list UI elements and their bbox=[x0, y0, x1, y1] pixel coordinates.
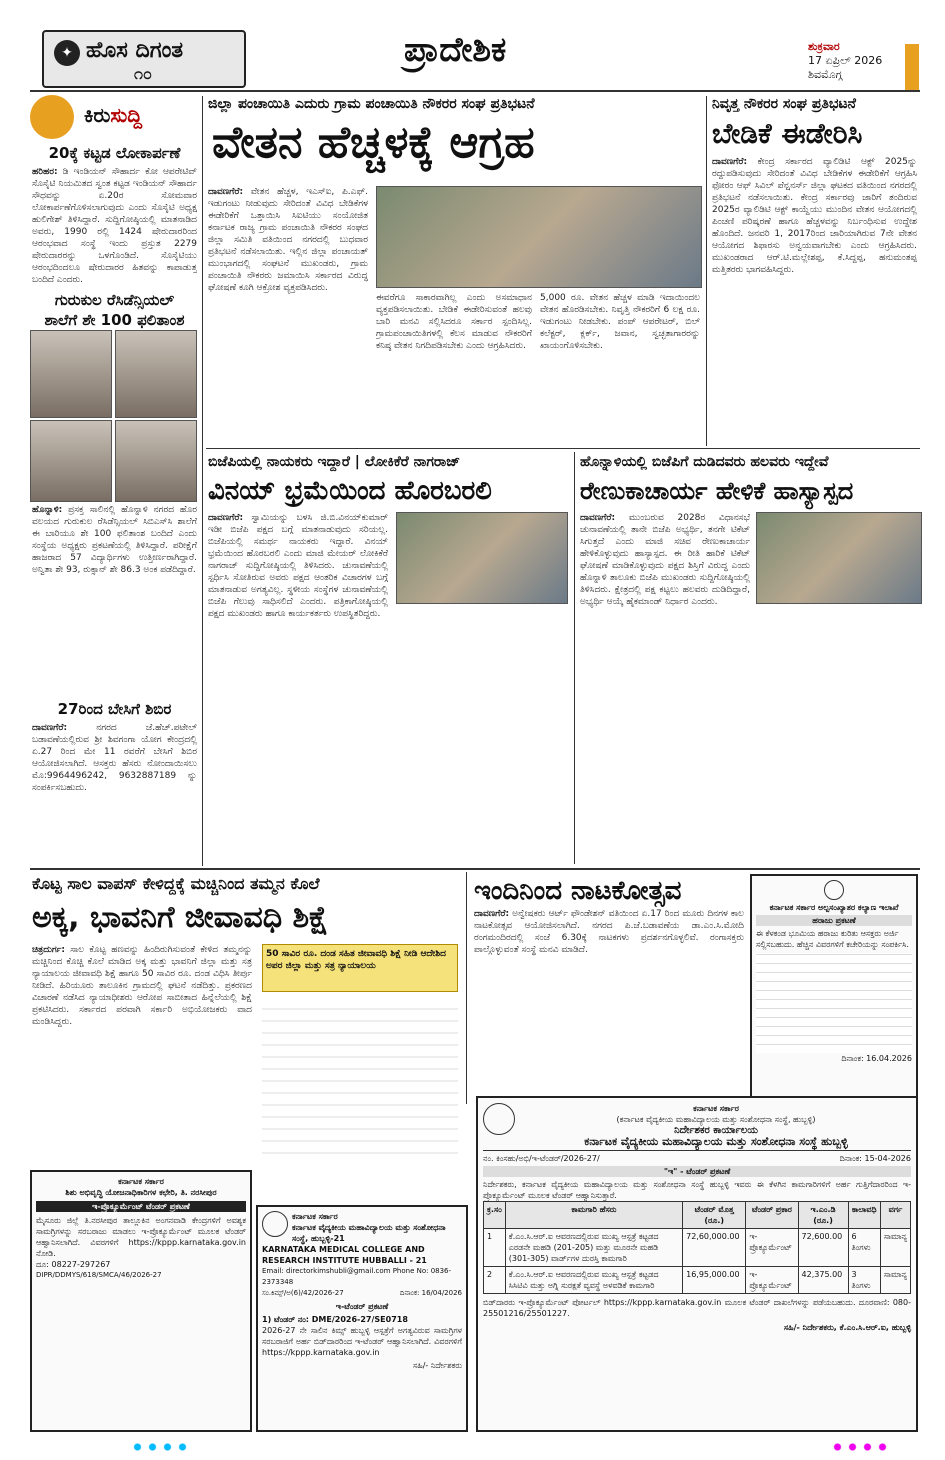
kirusuddi-label bbox=[30, 95, 180, 139]
ad-cdpo-office: ಶಿಶು ಅಭಿವೃದ್ಧಿ ಯೋಜನಾಧಿಕಾರಿಗಳ ಕಛೇರಿ, ತಿ. ನರಸೀಪುರ bbox=[65, 1188, 217, 1197]
tender-cell: 2 bbox=[484, 1267, 506, 1294]
tender-cell: ಸಾಮಾನ್ಯ bbox=[880, 1267, 910, 1294]
story2-head-2: ಶಾಲೆಗೆ ಶೇ 100 ಫಲಿತಾಂಶ bbox=[44, 311, 185, 329]
tender-cell: 6 ತಿಂಗಳು bbox=[848, 1229, 880, 1267]
tender-col-header: ಇ.ಎಂ.ಡಿ (ರೂ.) bbox=[798, 1202, 848, 1229]
press-meet-photo-2 bbox=[756, 512, 922, 604]
tender-row bbox=[484, 1267, 911, 1294]
story2-head bbox=[32, 290, 197, 330]
retired-headline: ಬೇಡಿಕೆ ಈಡೇರಿಸಿ bbox=[712, 117, 863, 150]
tender-cell: 1 bbox=[484, 1229, 506, 1267]
tender-col-header: ಟೆಂಡರ್ ಪ್ರಕಾರ bbox=[746, 1202, 798, 1229]
ad-cdpo-sub: ಇ-ಪ್ರೊಕ್ಯೂರ್ಮೆಂಟ್ ಟೆಂಡರ್ ಪ್ರಕಟಣೆ bbox=[36, 1201, 246, 1212]
story1-text: ಡಿ ಇಂಡಿಯನ್ ಸೌಹಾರ್ದ ಕೋ ಆಪರೇಟಿವ್ ಸೊಸೈಟಿ ನಿಯಮಿತದ ಸ್ವಂತ ಕಟ್ಟಡ ಇಂಡಿಯನ್ ಸೌಹಾರ್ದ ಸೌಧವನ್ನು ಏ.20ರ ಸೋಮವಾರ ಲೋಕಾರ್ಪಣೆಗೊಳಿಸಲಾಗುವುದು ಎಂದು ಸೊಸೈಟಿ ಅಧ್ಯಕ್ಷ ಹುಲಿಗೇಶ್ ತಿಳಿಸಿದ್ದಾರೆ. ಸುದ್ದಿಗೋಷ್ಠಿಯಲ್ಲಿ ಮಾತನಾಡಿದ ಅವರು, 1990 ರಲ್ಲಿ 1424 ಷೇರುದಾರರಿಂದ ಆರಂಭವಾದ ಸಂಸ್ಥೆ ಇಂದು ಪ್ರಸ್ತುತ 2279 ಷೇರುದಾರರನ್ನು ಒಳಗೊಂಡಿದೆ. ಸೊಸೈಟಿಯು ಆರಂಭದಿಂದಲೂ ಷೇರುದಾರರ ಹಿತವನ್ನು ಕಾಪಾಡುತ್ತ ಬಂದಿದೆ ಎಂದರು. bbox=[32, 167, 197, 285]
tender-cell: ಕೆ.ಎಂ.ಸಿ.ಆರ್.ಐ ಆವರಣದಲ್ಲಿರುವ ಮುಖ್ಯ ಆಸ್ಪತ್ರೆ ಕಟ್ಟಡದ ಸಿಸಿಟಿವಿ ಮತ್ತು ಅಗ್ನಿ ಸುರಕ್ಷತೆ ವ್ಯವಸ್ಥೆ ಅಳವಡಿಕೆ ಕಾಮಗಾರಿ bbox=[505, 1267, 682, 1294]
tender-cell: ಇ-ಪ್ರೊಕ್ಯೂರ್ಮೆಂಟ್ bbox=[746, 1229, 798, 1267]
ad-kmc-email: Email: directorkimshubli@gmail.com Phone No: 0836-2373348 bbox=[262, 1267, 452, 1286]
tender-col-header: ಕ್ರ.ಸಂ bbox=[484, 1202, 506, 1229]
ad-kmc-gov: ಕರ್ನಾಟಕ ಸರ್ಕಾರ bbox=[292, 1212, 338, 1221]
murder-continuation bbox=[262, 998, 458, 1164]
ad-land-date: ದಿನಾಂಕ: 16.04.2026 bbox=[841, 1054, 912, 1063]
tender-row bbox=[484, 1229, 911, 1267]
honnali-kicker: ಹೊನ್ನಾಳಿಯಲ್ಲಿ ಬಿಜೆಪಿಗೆ ದುಡಿದವರು ಹಲವರು ಇದ್ದೇವೆ bbox=[580, 454, 829, 470]
ad-land-table bbox=[756, 953, 912, 1053]
tender-body bbox=[484, 1229, 911, 1294]
tender-cell: ಇ-ಪ್ರೊಕ್ಯೂರ್ಮೆಂಟ್ bbox=[746, 1267, 798, 1294]
newspaper-logo bbox=[42, 30, 246, 88]
kmc-emblem-icon bbox=[262, 1211, 288, 1237]
ad-kmcb-intro: ನಿರ್ದೇಶಕರು, ಕರ್ನಾಟಕ ವೈದ್ಯಕೀಯ ಮಹಾವಿದ್ಯಾಲಯ ಮತ್ತು ಸಂಶೋಧನಾ ಸಂಸ್ಥೆ ಹುಬ್ಬಳ್ಳಿ ಇವರು ಈ ಕೆಳಗಿನ ಕಾಮಗಾರಿಗಳಿಗೆ ಅರ್ಹ ಗುತ್ತಿಗೆದಾರರಿಂದ ಇ-ಪ್ರೊಕ್ಯೂರ್ಮೆಂಟ್ ಮೂಲಕ ಟೆಂಡರ್ ಆಹ್ವಾನಿಸುತ್ತಾರೆ. bbox=[483, 1180, 911, 1200]
lead-dateline: ದಾವಣಗೆರೆ: bbox=[208, 187, 244, 197]
row-rule-1 bbox=[206, 448, 920, 449]
murder-body bbox=[32, 944, 252, 1164]
story2-dateline: ಹೊನ್ನಾಳಿ: bbox=[32, 505, 63, 515]
ad-kmc-tender-no: 1) ಟೆಂಡರ್ ನಂ: DME/2026-27/SE0718 bbox=[262, 1315, 408, 1324]
tender-cell: 16,95,000.00 bbox=[683, 1267, 746, 1294]
drama-body bbox=[474, 908, 744, 1104]
tender-col-header: ಕಾಮಗಾರಿ ಹೆಸರು bbox=[505, 1202, 682, 1229]
ad-kmcb-title: ಕರ್ನಾಟಕ ವೈದ್ಯಕೀಯ ಮಹಾವಿದ್ಯಾಲಯ ಮತ್ತು ಸಂಶೋಧನಾ ಸಂಸ್ಥೆ ಹುಬ್ಬಳ್ಳಿ bbox=[584, 1135, 848, 1148]
ad-land-emblem-icon bbox=[824, 880, 844, 900]
kmc-big-emblem-icon bbox=[483, 1103, 515, 1135]
ad-kmcb-gov: ಕರ್ನಾಟಕ ಸರ್ಕಾರ bbox=[693, 1104, 739, 1113]
lead-col2-text: ಈವರೆಗೂ ಸಾಕಾರವಾಗಿಲ್ಲ ಎಂದು ಅಸಮಾಧಾನ ವ್ಯಕ್ತಪಡಿಸಲಾಯಿತು. ಬೇಡಿಕೆ ಈಡೇರಿಸುವಂತೆ ಹಲವು ಬಾರಿ ಮನವಿ ಸಲ್ಲಿಸಿದರೂ ಸರ್ಕಾರ ಸ್ಪಂದಿಸಿಲ್ಲ. ಗ್ರಾಮಪಂಚಾಯಿತಿಗಳಲ್ಲಿ ಕೆಲಸ ಮಾಡುವ ನೌಕರರಿಗೆ ಕನಿಷ್ಠ ವೇತನ ನಿಗದಿಪಡಿಸಬೇಕು ಎಂದು ಆಗ್ರಹಿಸಿದರು. bbox=[376, 293, 532, 351]
ad-land-auction bbox=[750, 874, 918, 1104]
honnali-headline: ರೇಣುಕಾಚಾರ್ಯ ಹೇಳಿಕೆ ಹಾಸ್ಯಾಸ್ಪದ bbox=[580, 477, 854, 505]
ad-kmcb-subtitle: (ಕರ್ನಾಟಕ ವೈದ್ಯಕೀಯ ಮಹಾವಿದ್ಯಾಲಯ ಮತ್ತು ಸಂಶೋಧನಾ ಸಂಸ್ಥೆ, ಹುಬ್ಬಳ್ಳಿ) bbox=[616, 1115, 816, 1124]
section-title: ಪ್ರಾದೇಶಿಕ bbox=[404, 30, 507, 70]
lead-kicker: ಜಿಲ್ಲಾ ಪಂಚಾಯಿತಿ ಎದುರು ಗ್ರಾಮ ಪಂಚಾಯಿತಿ ನೌಕರರ ಸಂಘ ಪ್ರತಿಭಟನೆ bbox=[208, 96, 535, 112]
col-divider-right bbox=[706, 96, 707, 446]
lead-col3-text: 5,000 ರೂ. ವೇತನ ಹೆಚ್ಚಳ ಮಾಡಿ ಇದಾಯಿಂದಲ ವೇತನ ಹೊರಡಿಸಬೇಕು. ನಿವೃತ್ತಿ ನೌಕರರಿಗೆ 6 ಲಕ್ಷ ರೂ. ಇಡುಗಂಟು ನೀಡಬೇಕು. ಪಂಪ್ ಆಪರೇಟರ್, ಬಿಲ್ ಕಲೆಕ್ಟರ್, ಕ್ಲರ್ಕ್, ಜವಾನ, ಸ್ವಚ್ಛತಾಗಾರರನ್ನು ಖಾಯಂಗೊಳಿಸಬೇಕು. bbox=[540, 293, 700, 351]
drama-dateline: ದಾವಣಗೆರೆ: bbox=[474, 909, 510, 919]
ad-kmcb-notice: "ಇ" - ಟೆಂಡರ್ ಪ್ರಕಟಣೆ bbox=[483, 1166, 911, 1177]
retired-text: ಕೇಂದ್ರ ಸರ್ಕಾರದ ವ್ಯಾಲಿಡಿಟಿ ಆಕ್ಟ್ 2025ನ್ನು ರದ್ದುಪಡಿಸುವುದು ಸೇರಿದಂತೆ ವಿವಿಧ ಬೇಡಿಕೆಗಳ ಈಡೇರಿಕೆಗೆ ಆಗ್ರಹಿಸಿ ಫೋರಂ ಆಫ್ ಸಿವಿಲ್ ಪೆನ್ಷನರ್ಸ್ ಜಿಲ್ಲಾ ಘಟಕದ ವತಿಯಿಂದ ನಗರದಲ್ಲಿ ಪ್ರತಿಭಟನೆ ನಡೆಸಲಾಯಿತು. ಕೇಂದ್ರ ಸರ್ಕಾರವು ಜಾರಿಗೆ ತಂದಿರುವ 2025ರ ವ್ಯಾಲಿಡಿಟಿ ಆಕ್ಟ್ ಕಾಯ್ದೆಯು ಮುಂದಿನ ವೇತನ ಆಯೋಗದಲ್ಲಿ ಪಿಂಚಣಿ ಪರಿಷ್ಕರಣೆ ಹಾಗೂ ಹೆಚ್ಚಳವನ್ನು ನಿರ್ಬಂಧಿಸುವ ಉದ್ದೇಶ ಹೊಂದಿದೆ. ಜನವರಿ 1, 2017ರಿಂದ ಜಾರಿಯಾಗಿರುವ 7ನೇ ವೇತನ ಆಯೋಗದ ಶಿಫಾರಸು ಅನ್ವಯವಾಗಬೇಕು ಎಂದು ಆಗ್ರಹಿಸಿದರು. ಮುಖಂಡರಾದ ಆರ್.ಟಿ.ಮಲ್ಲೇಶಪ್ಪ, ಕೆ.ಸಿದ್ದಪ್ಪ, ಹನುಮಂತಪ್ಪ ಮತ್ತಿತರರು ಭಾಗವಹಿಸಿದ್ದರು. bbox=[712, 157, 917, 275]
hand-icon bbox=[30, 95, 74, 139]
retired-body bbox=[712, 156, 917, 442]
ad-kmc-ref: ಸಂ.ಕಿಮ್ಸ್/ಅ(6)/42/2026-27 bbox=[262, 1289, 344, 1297]
story3-head: 27ರಿಂದ ಬೇಸಿಗೆ ಶಿಬಿರ bbox=[57, 700, 172, 718]
day: ಶುಕ್ರವಾರ bbox=[808, 40, 840, 53]
murder-dateline: ಚಿತ್ರದುರ್ಗ: bbox=[32, 945, 66, 955]
tender-col-header: ಕಾಲಾವಧಿ bbox=[848, 1202, 880, 1229]
murder-kicker: ಕೊಟ್ಟ ಸಾಲ ವಾಪಸ್ ಕೇಳಿದ್ದಕ್ಕೆ ಮಚ್ಚಿನಿಂದ ತಮ್ಮನ ಕೊಲೆ bbox=[32, 874, 320, 893]
ad-kmc-date: ದಿನಾಂಕ: 16/04/2026 bbox=[399, 1289, 462, 1297]
ad-kmcb-footer: ಬಿಡ್‌ದಾರರು ಇ-ಪ್ರೊಕ್ಯೂರ್ಮೆಂಟ್ ಪೋರ್ಟಲ್ https://kppp.karnataka.gov.in ಮೂಲಕ ಟೆಂಡರ್ ದಾಖಲೆಗಳನ್ನು ಪಡೆಯಬಹುದು. ದೂರವಾಣಿ: 080-25501216/25501227. bbox=[483, 1298, 912, 1318]
story3-text: ನಗರದ ಜೆ.ಹೆಚ್.ಪಟೇಲ್ ಬಡಾವಣೆಯಲ್ಲಿರುವ ಶ್ರೀ ಶಿವಗಂಗಾ ಯೋಗ ಕೇಂದ್ರದಲ್ಲಿ ಏ.27 ರಿಂದ ಮೇ 11 ರವರೆಗೆ ಬೇಸಿಗೆ ಶಿಬಿರ ಆಯೋಜಿಸಲಾಗಿದೆ. ಆಸಕ್ತರು ಹೆಸರು ನೋಂದಾಯಿಸಲು ಮೊ:9964496242, 9632887189 ನ್ನು ಸಂಪರ್ಕಿಸಬಹುದು. bbox=[32, 723, 197, 793]
protest-photo bbox=[376, 186, 702, 288]
date: 17 ಏಪ್ರಿಲ್ 2026 bbox=[808, 54, 883, 67]
ad-land-title: ಕರ್ನಾಟಕ ಸರ್ಕಾರ ಅಲ್ಪಸಂಖ್ಯಾತರ ಕಲ್ಯಾಣ ಇಲಾಖೆ bbox=[769, 903, 899, 912]
student-photo-4 bbox=[115, 420, 197, 502]
ad-kmc-notice: ಇ-ಟೆಂಡರ್ ಪ್ರಕಟಣೆ bbox=[335, 1302, 389, 1311]
student-photo-2 bbox=[115, 330, 197, 418]
ad-land-subtitle: ಹರಾಜು ಪ್ರಕಟಣೆ bbox=[756, 915, 912, 926]
lead-col1-text: ವೇತನ ಹೆಚ್ಚಳ, ಇಎಸ್‌ಐ, ಪಿ.ಎಫ್. ಇಡುಗಂಟು ನೀಡುವುದು ಸೇರಿದಂತೆ ವಿವಿಧ ಬೇಡಿಕೆಗಳ ಈಡೇರಿಕೆಗೆ ಒತ್ತಾಯಿಸಿ ಸಿಐಟಿಯು ಸಂಯೋಜಿತ ಕರ್ನಾಟಕ ರಾಜ್ಯ ಗ್ರಾಮ ಪಂಚಾಯಿತಿ ನೌಕರರ ಸಂಘದ ಜಿಲ್ಲಾ ಸಮಿತಿ ವತಿಯಿಂದ ನಗರದಲ್ಲಿ ಬುಧವಾರ ಪ್ರತಿಭಟನೆ ನಡೆಸಲಾಯಿತು. ಇಲ್ಲಿನ ಜಿಲ್ಲಾ ಪಂಚಾಯತ್ ಮುಂಭಾಗದಲ್ಲಿ ಸಂಘಟನೆ ಮುಖಂಡರು, ಗ್ರಾಮ ಪಂಚಾಯಿತಿ ನೌಕರರು ಜಮಾಯಿಸಿ ಸರ್ಕಾರದ ವಿರುದ್ಧ ಘೋಷಣೆ ಕೂಗಿ ಆಕ್ರೋಶ ವ್ಯಕ್ತಪಡಿಸಿದರು. bbox=[208, 187, 368, 293]
ad-cdpo-body: ಮೈಸೂರು ಜಿಲ್ಲೆ ತಿ.ನರಸೀಪುರ ತಾಲ್ಲೂಕಿನ ಅಂಗನವಾಡಿ ಕೇಂದ್ರಗಳಿಗೆ ಅವಶ್ಯಕ ಸಾಮಗ್ರಿಗಳನ್ನು ಸರಬರಾಜು ಮಾಡಲು ಇ-ಪ್ರೊಕ್ಯೂರ್ಮೆಂಟ್ ಮೂಲಕ ಟೆಂಡರ್ ಆಹ್ವಾನಿಸಲಾಗಿದೆ. ವಿವರಗಳಿಗೆ https://kppp.karnataka.gov.in ನೋಡಿ. bbox=[36, 1216, 246, 1258]
tender-col-header: ಟೆಂಡರ್ ಮೊತ್ತ (ರೂ.) bbox=[683, 1202, 746, 1229]
story1-body bbox=[32, 166, 197, 286]
ad-kmcb-ref: ನಂ. ಕಿಂಸಹು/ಅಭಿ/ಇ-ಟೆಂಡರ್/2026-27/ bbox=[483, 1154, 600, 1163]
honnali-body bbox=[580, 512, 750, 862]
student-photo-1 bbox=[30, 330, 112, 418]
date-box bbox=[808, 40, 882, 82]
honnali-dateline: ದಾವಣಗೆರೆ: bbox=[580, 513, 616, 523]
ad-kmc-title-kn: ಕರ್ನಾಟಕ ವೈದ್ಯಕೀಯ ಮಹಾವಿದ್ಯಾಲಯ ಮತ್ತು ಸಂಶೋಧನಾ ಸಂಸ್ಥೆ, ಹುಬ್ಬಳ್ಳಿ-21 bbox=[292, 1223, 446, 1243]
accent-bar bbox=[905, 44, 919, 90]
murder-headline: ಅಕ್ಕ, ಭಾವನಿಗೆ ಜೀವಾವಧಿ ಶಿಕ್ಷೆ bbox=[32, 900, 329, 935]
kiru-a: ಕಿರು bbox=[84, 103, 111, 127]
tender-col-header: ವರ್ಗ bbox=[880, 1202, 910, 1229]
logo-title: ಹೊಸ ದಿಗಂತ bbox=[86, 38, 184, 63]
vinay-dateline: ದಾವಣಗೆರೆ: bbox=[208, 513, 244, 523]
tender-cell: 3 ತಿಂಗಳು bbox=[848, 1267, 880, 1294]
ad-cdpo-code: DIPR/DDMYS/618/SMCA/46/2026-27 bbox=[36, 1271, 162, 1279]
tender-cell: 42,375.00 bbox=[798, 1267, 848, 1294]
header-rule bbox=[30, 90, 920, 92]
story3-body bbox=[32, 722, 197, 857]
ad-kmcb-sign: ಸಹಿ/- ನಿರ್ದೇಶಕರು, ಕೆ.ಎಂ.ಸಿ.ಆರ್.ಐ, ಹುಬ್ಬಳ್ಳಿ bbox=[783, 1323, 911, 1332]
ad-kmc-big bbox=[476, 1096, 918, 1432]
lead-col3 bbox=[540, 292, 700, 440]
press-meet-photo-1 bbox=[396, 512, 568, 604]
drama-headline: ಇಂದಿನಿಂದ ನಾಟಕೋತ್ಸವ bbox=[474, 876, 682, 906]
honnali-text: ಮುಂಬರುವ 2028ರ ವಿಧಾನಸಭೆ ಚುನಾವಣೆಯಲ್ಲಿ ತಾನೇ ಬಿಜೆಪಿ ಅಭ್ಯರ್ಥಿ, ತನಗೇ ಟಿಕೆಟ್ ಸಿಗುತ್ತದೆ ಎಂದು ಮಾಜಿ ಸಚಿವ ರೇಣುಕಾಚಾರ್ಯ ಹೇಳಿಕೊಳ್ಳುವುದು ಹಾಸ್ಯಾಸ್ಪದ. ಈ ರೀತಿ ಹಾರಿಕೆ ಟಿಕೆಟ್ ಘೋಷಣೆ ಮಾಡಿಕೊಳ್ಳುವುದು ಪಕ್ಷದ ಶಿಸ್ತಿಗೆ ವಿರುದ್ಧ ಎಂದು ಹೊನ್ನಾಳಿ ತಾಲೂಕು ಬಿಜೆಪಿ ಮುಖಂಡರು ಸುದ್ದಿಗೋಷ್ಠಿಯಲ್ಲಿ ತಿಳಿಸಿದರು. ಕ್ಷೇತ್ರದಲ್ಲಿ ಪಕ್ಷ ಕಟ್ಟಲು ಹಲವರು ದುಡಿದಿದ್ದಾರೆ, ಅಭ್ಯರ್ಥಿ ಆಯ್ಕೆ ಹೈಕಮಾಂಡ್ ನಿರ್ಧಾರ ಎಂದರು. bbox=[580, 513, 750, 607]
story1-head: 20ಕ್ಕೆ ಕಟ್ಟಡ ಲೋಕಾರ್ಪಣೆ bbox=[48, 144, 181, 162]
retired-kicker: ನಿವೃತ್ತ ನೌಕರರ ಸಂಘ ಪ್ರತಿಭಟನೆ bbox=[712, 96, 856, 112]
lead-headline: ವೇತನ ಹೆಚ್ಚಳಕ್ಕೆ ಆಗ್ರಹ bbox=[212, 117, 535, 168]
story2-head-1: ಗುರುಕುಲ ರೆಸಿಡೆನ್ಸಿಯಲ್ bbox=[54, 291, 175, 309]
ad-land-body: ಈ ಕೆಳಕಂಡ ಭೂಮಿಯ ಹರಾಜು ಕುರಿತು ಆಸಕ್ತರು ಅರ್ಜಿ ಸಲ್ಲಿಸಬಹುದು. ಹೆಚ್ಚಿನ ವಿವರಗಳಿಗೆ ಕಚೇರಿಯನ್ನು ಸಂಪರ್ಕಿಸಿ. bbox=[756, 929, 909, 949]
murder-text: ಸಾಲ ಕೊಟ್ಟ ಹಣವನ್ನು ಹಿಂದಿರುಗಿಸುವಂತೆ ಕೇಳಿದ ತಮ್ಮನನ್ನು ಮಚ್ಚಿನಿಂದ ಕೊಚ್ಚಿ ಕೊಲೆ ಮಾಡಿದ ಅಕ್ಕ ಮತ್ತು ಭಾವನಿಗೆ ಜಿಲ್ಲಾ ಮತ್ತು ಸತ್ರ ನ್ಯಾಯಾಲಯ ಜೀವಾವಧಿ ಶಿಕ್ಷೆ ಹಾಗೂ 50 ಸಾವಿರ ರೂ. ದಂಡ ವಿಧಿಸಿ ತೀರ್ಪು ನೀಡಿದೆ. ಹಿರಿಯೂರು ತಾಲೂಕಿನ ಗ್ರಾಮದಲ್ಲಿ ಘಟನೆ ನಡೆದಿತ್ತು. ಪ್ರಕರಣದ ವಿಚಾರಣೆ ನಡೆಸಿದ ನ್ಯಾಯಾಧೀಶರು ಆರೋಪ ಸಾಬೀತಾದ ಹಿನ್ನೆಲೆಯಲ್ಲಿ ಶಿಕ್ಷೆ ಪ್ರಕಟಿಸಿದರು. ಸರ್ಕಾರದ ಪರವಾಗಿ ಸರ್ಕಾರಿ ಅಭಿಯೋಜಕರು ವಾದ ಮಂಡಿಸಿದ್ದರು. bbox=[32, 945, 252, 1027]
city: ಶಿವಮೊಗ್ಗ bbox=[808, 68, 843, 81]
tender-cell: 72,600.00 bbox=[798, 1229, 848, 1267]
col-divider-left bbox=[202, 96, 203, 866]
vinay-body bbox=[208, 512, 388, 862]
row-rule-2 bbox=[30, 868, 920, 870]
tender-header-row bbox=[484, 1202, 911, 1229]
lead-col1 bbox=[208, 186, 368, 440]
col-divider-low bbox=[466, 872, 467, 1104]
page-number: ೧೦ bbox=[134, 64, 152, 83]
vinay-kicker: ಬಿಜೆಪಿಯಲ್ಲಿ ನಾಯಕರು ಇದ್ದಾರೆ | ಲೋಕಿಕೆರೆ ನಾಗರಾಜ್ bbox=[208, 454, 461, 470]
ad-cdpo-title: ಕರ್ನಾಟಕ ಸರ್ಕಾರ bbox=[118, 1177, 164, 1186]
kiru-b: ಸುದ್ದಿ bbox=[110, 103, 143, 127]
lead-col2 bbox=[376, 292, 532, 440]
murder-highlight-box: 50 ಸಾವಿರ ರೂ. ದಂಡ ಸಹಿತ ಜೀವಾವಧಿ ಶಿಕ್ಷೆ ನೀಡಿ ಆದೇಶಿದ ಅಪರ ಜಿಲ್ಲಾ ಮತ್ತು ಸತ್ರ ನ್ಯಾಯಾಲಯ bbox=[262, 944, 458, 992]
tender-table bbox=[483, 1201, 911, 1294]
ad-kmc-sign: ಸಹಿ/- ನಿರ್ದೇಶಕರು bbox=[412, 1361, 462, 1370]
student-photo-3 bbox=[30, 420, 112, 502]
story2-text: ಪ್ರಸಕ್ತ ಸಾಲಿನಲ್ಲಿ ಹೊನ್ನಾಳಿ ನಗರದ ಹೊರ ವಲಯದ ಗುರುಕುಲ ರೆಸಿಡೆನ್ಸಿಯಲ್ ಸಿಬಿಎಸ್‌ಸಿ ಶಾಲೆಗೆ ಈ ಬಾರಿಯೂ ಶೇ 100 ಫಲಿತಾಂಶ ಬಂದಿದೆ ಎಂದು ಸಂಸ್ಥೆಯ ಅಧ್ಯಕ್ಷರು ಪ್ರಕಟಣೆಯಲ್ಲಿ ತಿಳಿಸಿದ್ದಾರೆ. ಪರೀಕ್ಷೆಗೆ ಹಾಜರಾದ 57 ವಿದ್ಯಾರ್ಥಿಗಳು ಉತ್ತೀರ್ಣರಾಗಿದ್ದಾರೆ. ಅನ್ವಿತಾ ಶೇ 93, ರುಕ್ಸಾನ್ ಶೇ 86.3 ಅಂಕ ಪಡೆದಿದ್ದಾರೆ. bbox=[32, 505, 197, 575]
vinay-headline: ವಿನಯ್ ಭ್ರಮೆಯಿಂದ ಹೊರಬರಲಿ bbox=[208, 476, 492, 506]
ad-kmc-title-en: KARNATAKA MEDICAL COLLEGE AND RESEARCH INSTITUTE HUBBALLI - 21 bbox=[262, 1245, 427, 1265]
ad-kmcb-date: ದಿನಾಂಕ: 15-04-2026 bbox=[839, 1154, 911, 1163]
story2-body bbox=[32, 504, 197, 684]
ad-kmcb-office: ನಿರ್ದೇಶಕರ ಕಾರ್ಯಾಲಯ bbox=[674, 1125, 758, 1136]
ad-kmc-small bbox=[256, 1205, 468, 1432]
registration-marks-left bbox=[130, 1442, 190, 1452]
tender-cell: 72,60,000.00 bbox=[683, 1229, 746, 1267]
ad-cdpo-tender bbox=[30, 1170, 252, 1432]
drama-text: ಅನ್ವೇಷಕರು ಆರ್ಟ್ ಫೌಂಡೇಶನ್ ವತಿಯಿಂದ ಏ.17 ರಿಂದ ಮೂರು ದಿನಗಳ ಕಾಲ ನಾಟಕೋತ್ಸವ ಆಯೋಜಿಸಲಾಗಿದೆ. ನಗರದ ಪಿ.ಜೆ.ಬಡಾವಣೆಯ ಡಾ.ಎಂ.ಸಿ.ಮೋದಿ ರಂಗಮಂದಿರದಲ್ಲಿ ಸಂಜೆ 6.30ಕ್ಕೆ ನಾಟಕಗಳು ಪ್ರದರ್ಶನಗೊಳ್ಳಲಿವೆ. ರಂಗಾಸಕ್ತರು ಪಾಲ್ಗೊಳ್ಳುವಂತೆ ಸಂಸ್ಥೆ ಮನವಿ ಮಾಡಿದೆ. bbox=[474, 909, 744, 955]
tender-cell: ಕೆ.ಎಂ.ಸಿ.ಆರ್.ಐ ಆವರಣದಲ್ಲಿರುವ ಮುಖ್ಯ ಆಸ್ಪತ್ರೆ ಕಟ್ಟಡದ ಎರಡನೇ ಮಹಡಿ (201-205) ಮತ್ತು ಮೂರನೇ ಮಹಡಿ (301-305) ವಾರ್ಡ್‌ಗಳ ದುರಸ್ತಿ ಕಾಮಗಾರಿ bbox=[505, 1229, 682, 1267]
story3-dateline: ದಾವಣಗೆರೆ: bbox=[32, 723, 68, 733]
vinay-text: ಸ್ವಾಮಿಯನ್ನು ಬಳಸಿ ಜಿ.ಬಿ.ವಿನಯ್‌ಕುಮಾರ್ ಇಡೀ ಬಿಜೆಪಿ ಪಕ್ಷದ ಬಗ್ಗೆ ಮಾತನಾಡುವುದು ಸರಿಯಲ್ಲ. ಬಿಜೆಪಿಯಲ್ಲಿ ಸಮರ್ಥ ನಾಯಕರು ಇದ್ದಾರೆ. ವಿನಯ್ ಭ್ರಮೆಯಿಂದ ಹೊರಬರಲಿ ಎಂದು ಮಾಜಿ ಮೇಯರ್ ಲೋಕಿಕೆರೆ ನಾಗರಾಜ್ ಸುದ್ದಿಗೋಷ್ಠಿಯಲ್ಲಿ ತಿಳಿಸಿದರು. ಚುನಾವಣೆಯಲ್ಲಿ ಸ್ಪರ್ಧಿಸಿ ಸೋತಿರುವ ಅವರು ಪಕ್ಷದ ಆಂತರಿಕ ವಿಚಾರಗಳ ಬಗ್ಗೆ ಮಾತನಾಡುವ ಅಗತ್ಯವಿಲ್ಲ. ಸ್ಥಳೀಯ ಸಂಸ್ಥೆಗಳ ಚುನಾವಣೆಯಲ್ಲಿ ಬಿಜೆಪಿ ಗೆಲುವು ಸಾಧಿಸಲಿದೆ ಎಂದರು. ಪತ್ರಿಕಾಗೋಷ್ಠಿಯಲ್ಲಿ ಪಕ್ಷದ ಮುಖಂಡರು ಹಾಗೂ ಕಾರ್ಯಕರ್ತರು ಉಪಸ್ಥಿತರಿದ್ದರು. bbox=[208, 513, 388, 619]
registration-marks-right bbox=[830, 1442, 890, 1452]
story1-dateline: ಹರಿಹರ: bbox=[32, 167, 58, 177]
retired-dateline: ದಾವಣಗೆರೆ: bbox=[712, 157, 748, 167]
col-divider-mid bbox=[574, 452, 575, 864]
tender-cell: ಸಾಮಾನ್ಯ bbox=[880, 1229, 910, 1267]
ad-cdpo-phone: ದೂ: 08227-297267 bbox=[36, 1260, 111, 1269]
ad-kmc-body: 2026-27 ನೇ ಸಾಲಿನ ಕಿಮ್ಸ್ ಹುಬ್ಬಳ್ಳಿ ಆಸ್ಪತ್ರೆಗೆ ಅಗತ್ಯವಿರುವ ಸಾಮಗ್ರಿಗಳ ಸರಬರಾಜಿಗೆ ಅರ್ಹ ಬಿಡ್‌ದಾರರಿಂದ ಇ-ಟೆಂಡರ್ ಆಹ್ವಾನಿಸಲಾಗಿದೆ. ವಿವರಗಳಿಗೆ https://kppp.karnataka.gov.in bbox=[262, 1326, 462, 1357]
logo-emblem-icon: ✦ bbox=[54, 40, 80, 66]
